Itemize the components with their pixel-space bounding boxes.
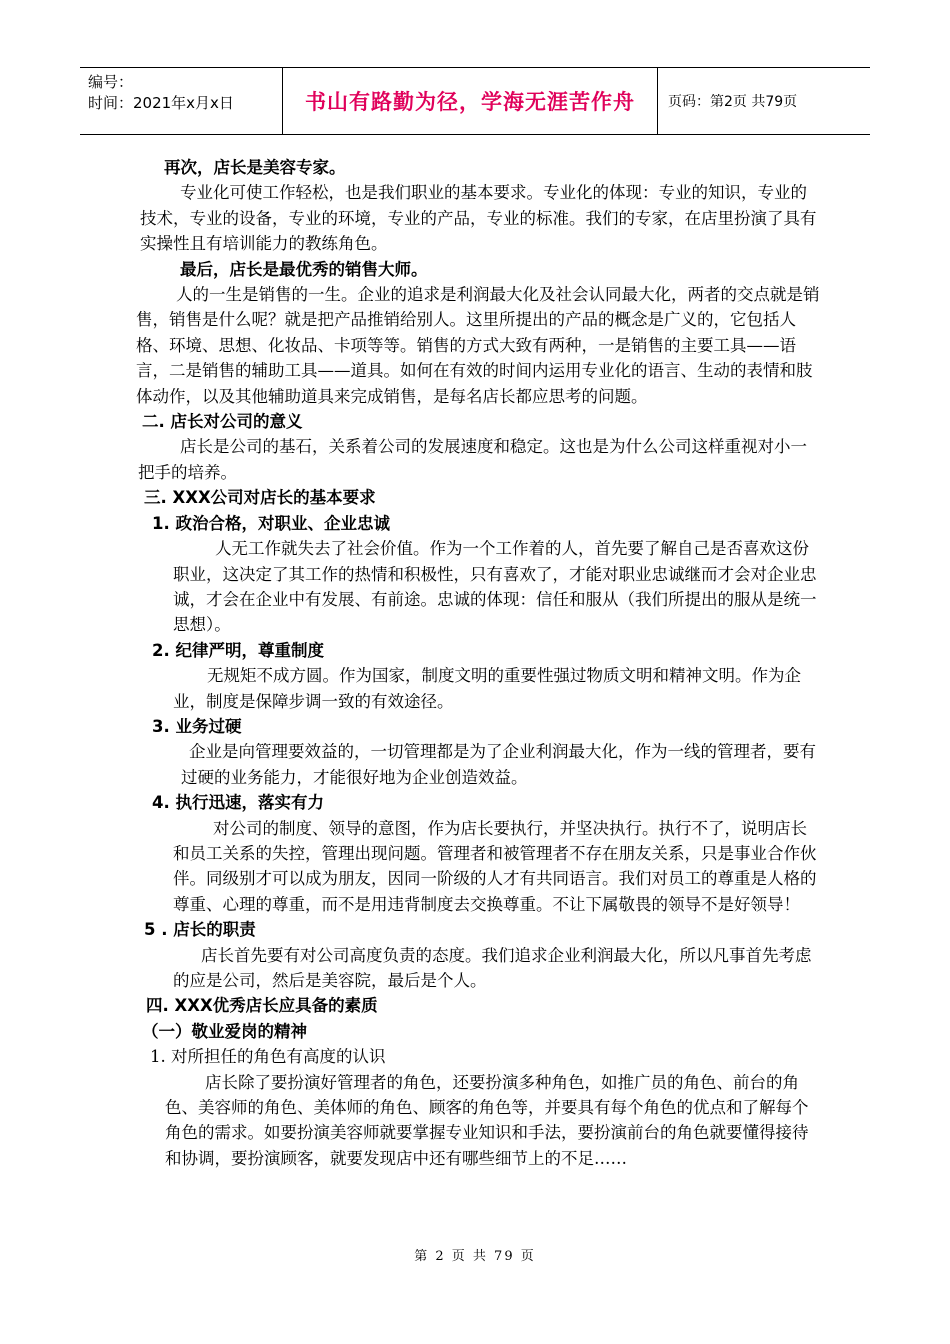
paragraph: 人无工作就失去了社会价值。作为一个工作着的人，首先要了解自己是否喜欢这份职业，这决定了其工作的热情和积极性，只有喜欢了，才能对职业忠诚继而才会对企业忠诚，才会在企业中有发展、有前途。忠诚的体现：信任和服从（我们所提出的服从是统一思想）。 (173, 539, 817, 635)
header-page-number: 页码：第2页 共79页 (668, 94, 798, 110)
page-footer: 第 2 页 共 79 页 (414, 1249, 536, 1264)
paragraph: 专业化可使工作轻松，也是我们职业的基本要求。专业化的体现：专业的知识，专业的技术，专业的设备，专业的环境，专业的产品，专业的标准。我们的专家，在店里扮演了具有实操性且有培训能力的教练角色。 (140, 183, 817, 254)
section-heading-2: 二. 店长对公司的意义 (142, 412, 303, 432)
subheading-3: 3. 业务过硬 (152, 716, 242, 736)
header-motto-cell (283, 68, 658, 134)
document-number: 编号： (88, 73, 134, 91)
subheading-dedication: （一）敬业爱岗的精神 (142, 1021, 307, 1041)
subheading-1: 1. 政治合格，对职业、企业忠诚 (152, 513, 390, 533)
heading-expert: 再次，店长是美容专家。 (164, 158, 346, 177)
page-header (80, 67, 870, 135)
header-meta (80, 68, 283, 134)
paragraph: 企业是向管理要效益的，一切管理都是为了企业利润最大化，作为一线的管理者，要有过硬的业务能力，才能很好地为企业创造效益。 (181, 742, 816, 787)
section-heading-4: 四. XXX优秀店长应具备的素质 (146, 996, 378, 1016)
list-item: 1. 对所担任的角色有高度的认识 (150, 1047, 386, 1067)
paragraph: 店长是公司的基石，关系着公司的发展速度和稳定。这也是为什么公司这样重视对小一把手的培养。 (138, 437, 807, 482)
paragraph: 对公司的制度、领导的意图，作为店长要执行，并坚决执行。执行不了，说明店长和员工关系的失控，管理出现问题。管理者和被管理者不存在朋友关系，只是事业合作伙伴。同级别才可以成为朋友，因同一阶级的人才有共同语言。我们对员工的尊重是人格的尊重、心理的尊重，而不是用违背制度去交换尊重。不让下属敬畏的领导不是好领导！ (173, 818, 817, 914)
paragraph: 人的一生是销售的一生。企业的追求是利润最大化及社会认同最大化，两者的交点就是销售，销售是什么呢？就是把产品推销给别人。这里所提出的产品的概念是广义的，它包括人格、环境、思想、化妆品、卡项等等。销售的方式大致有两种，一是销售的主要工具——语言，二是销售的辅助工具——道具。如何在有效的时间内运用专业化的语言、生动的表情和肢体动作，以及其他辅助道具来完成销售，是每名店长都应思考的问题。 (136, 285, 820, 406)
heading-sales: 最后，店长是最优秀的销售大师。 (180, 259, 428, 279)
subheading-2: 2. 纪律严明，尊重制度 (152, 640, 324, 660)
document-body (136, 155, 820, 1171)
paragraph: 店长除了要扮演好管理者的角色，还要扮演多种角色，如推广员的角色、前台的角色、美容师的角色、美体师的角色、顾客的角色等，并要具有每个角色的优点和了解每个角色的需求。如要扮演美容师就要掌握专业知识和手法，要扮演前台的角色就要懂得接待和协调，要扮演顾客，就要发现店中还有哪些细节上的不足…… (165, 1072, 809, 1168)
subheading-5: 5 . 店长的职责 (144, 920, 256, 940)
subheading-4: 4. 执行迅速，落实有力 (152, 793, 324, 813)
paragraph: 店长首先要有对公司高度负责的态度。我们追求企业利润最大化，所以凡事首先考虑的应是公司，然后是美容院，最后是个人。 (173, 945, 812, 990)
section-heading-3: 三. XXX公司对店长的基本要求 (144, 488, 376, 508)
paragraph: 无规矩不成方圆。作为国家，制度文明的重要性强过物质文明和精神文明。作为企业，制度是保障步调一致的有效途径。 (173, 666, 801, 711)
document-date: 时间：2021年x月x日 (88, 94, 234, 112)
header-motto: 书山有路勤为径，学海无涯苦作舟 (305, 90, 635, 114)
